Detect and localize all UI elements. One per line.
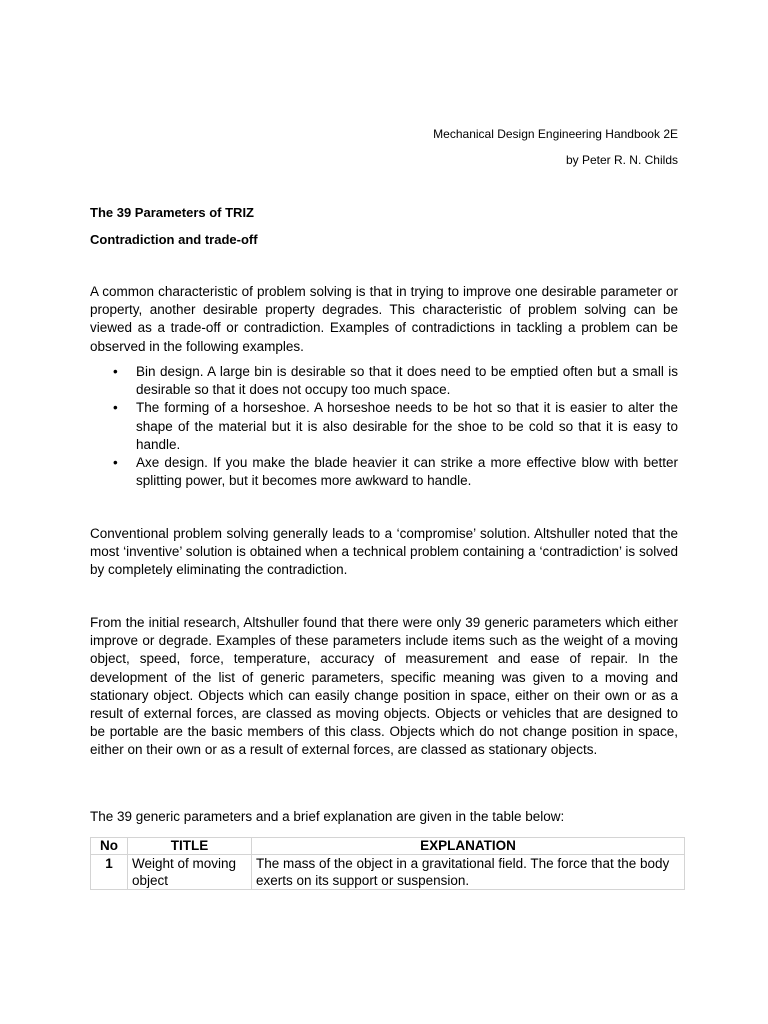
cell-no: 1 [91,855,128,890]
cell-title: Weight of moving object [128,855,252,890]
column-header-no: No [91,838,128,855]
research-paragraph: From the initial research, Altshuller found that there were only 39 generic parameters which either improve or degrade. Examples of these parameters include items such as the weight of a moving object, speed, force, temperature, accuracy of measurement and ease of repair. In the development of the list of generic parameters, specific meaning was given to a moving and stationary object. Objects which can easily change position in space, either on their own or as a result of external forces, are classed as moving objects. Objects or vehicles that are designed to be portable are the basic members of this class. Objects which do not change position in space, either on their own or as a result of external forces, are classed as stationary objects. [90,615,678,758]
list-item [90,363,678,399]
author-header: by Peter R. N. Childs [565,153,678,167]
sub-heading: Contradiction and trade-off [90,232,258,247]
table-row [91,855,685,890]
examples-list [90,363,678,490]
main-heading: The 39 Parameters of TRIZ [90,205,254,220]
bullet-marker: • [113,455,118,471]
list-item [90,454,678,490]
table-header-row [91,838,685,855]
parameters-table [90,837,685,890]
list-item-text: Axe design. If you make the blade heavier it can strike a more effective blow with better splitting power, but it becomes more awkward to handle. [136,455,678,489]
table-intro-paragraph: The 39 generic parameters and a brief explanation are given in the table below: [90,809,565,824]
column-header-explanation: EXPLANATION [252,838,685,855]
list-item-text: Bin design. A large bin is desirable so that it does need to be emptied often but a small is desirable so that it does not occupy too much space. [136,364,678,398]
list-item [90,399,678,454]
cell-explanation: The mass of the object in a gravitational field. The force that the body exerts on its support or suspension. [252,855,685,890]
column-header-title: TITLE [128,838,252,855]
intro-paragraph: A common characteristic of problem solving is that in trying to improve one desirable parameter or property, another desirable property degrades. This characteristic of problem solving can be viewed as a trade-off or contradiction. Examples of contradictions in tackling a problem can be observed in the following examples. [90,284,678,354]
book-title-header: Mechanical Design Engineering Handbook 2E [433,127,678,141]
list-item-text: The forming of a horseshoe. A horseshoe needs to be hot so that it is easier to alter the shape of the material but it is also desirable for the shoe to be cold so that it is easy to handle. [136,400,678,452]
bullet-marker: • [113,364,118,379]
bullet-marker: • [113,400,118,416]
compromise-paragraph: Conventional problem solving generally leads to a ‘compromise’ solution. Altshuller noted that the most ‘inventive’ solution is obtained when a technical problem containing a ‘contradiction’ is solved by completely eliminating the contradiction. [90,526,678,578]
